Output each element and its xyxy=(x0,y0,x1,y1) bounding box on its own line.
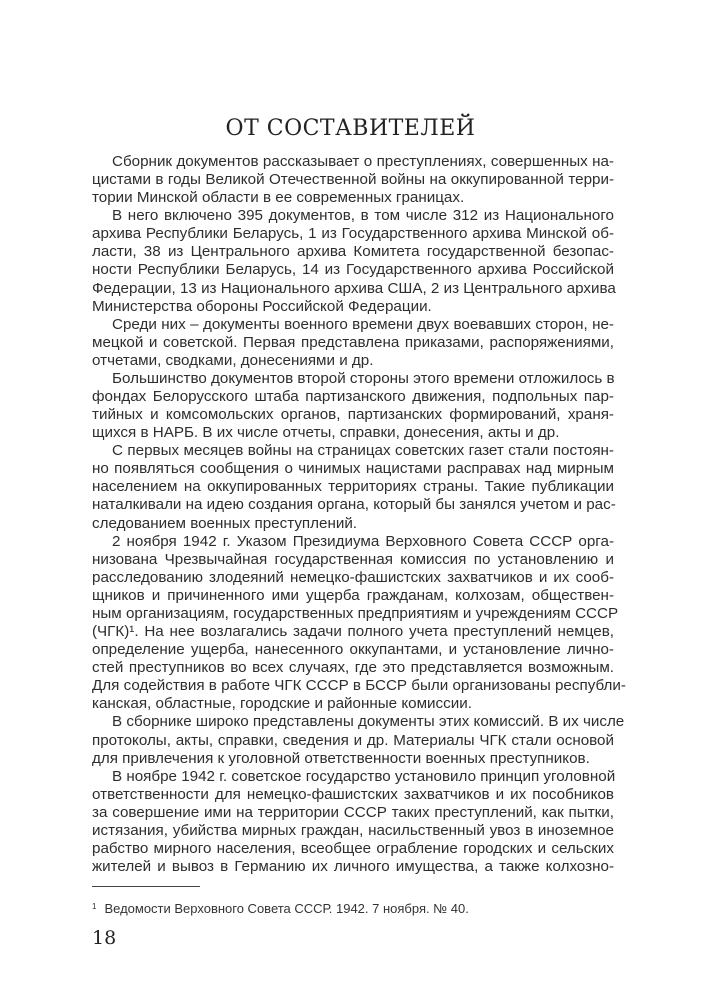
text-line: цистами в годы Великой Отечественной войны на оккупированной терри- xyxy=(92,171,614,189)
text-line: С первых месяцев войны на страницах советских газет стали постоян- xyxy=(112,442,614,460)
text-line: жителей и вывоз в Германию их личного имущества, а также колхозно- xyxy=(92,858,614,876)
text-line: населением на оккупированных территориях страны. Такие публикации xyxy=(92,478,614,496)
text-line: для привлечения к уголовной ответственности военных преступников. xyxy=(92,749,590,767)
text-line: Среди них – документы военного времени двух воевавших сторон, не- xyxy=(112,315,614,333)
text-line: рабство мирного населения, всеобщее ограбление городских и сельских xyxy=(92,839,614,857)
paragraph xyxy=(92,153,614,207)
text-line: ности Республики Беларусь, 14 из Государственного архива Российской xyxy=(92,261,614,279)
text-line: отчетами, сводками, донесениями и др. xyxy=(92,351,374,369)
footnote-mark: 1 xyxy=(92,902,97,911)
text-line: низована Чрезвычайная государственная комиссия по установлению и xyxy=(92,550,614,568)
text-line: определение ущерба, нанесенного оккупантами, и установление лично- xyxy=(92,641,614,659)
text-line: за совершение ими на территории СССР таких преступлений, как пытки, xyxy=(92,803,614,821)
paragraph xyxy=(92,207,614,315)
text-line: (ЧГК)¹. На нее возлагались задачи полного учета преступлений немцев, xyxy=(92,623,614,641)
text-line: Для содействия в работе ЧГК СССР в БССР были организованы республи- xyxy=(92,677,626,695)
text-line: тийных и комсомольских органов, партизанских формирований, храня- xyxy=(92,406,614,424)
text-line: но появляться сообщения о чинимых нацистами расправах над мирным xyxy=(92,460,614,478)
footnote-divider xyxy=(92,886,200,887)
text-line: щников и причиненного ими ущерба гражданам, колхозам, обществен- xyxy=(92,586,614,604)
paragraph xyxy=(92,532,626,714)
text-line: Сборник документов рассказывает о преступлениях, совершенных на- xyxy=(112,153,614,170)
paragraph xyxy=(92,316,614,370)
text-line: истязания, убийства мирных граждан, насильственный увоз в иноземное xyxy=(92,821,614,839)
text-line: 2 ноября 1942 г. Указом Президиума Верховного Совета СССР орга- xyxy=(112,532,614,550)
text-line: наталкивали на идею создания органа, который бы занялся учетом и рас- xyxy=(92,496,616,514)
text-line: В ноябре 1942 г. советское государство установило принцип уголовной xyxy=(112,767,616,785)
text-line: В него включено 395 документов, в том числе 312 из Национального xyxy=(112,207,614,225)
text-line: стей преступников во всех случаях, где это представляется возможным. xyxy=(92,659,614,677)
page-title: ОТ СОСТАВИТЕЛЕЙ xyxy=(225,116,476,141)
text-line: следованием военных преступлений. xyxy=(92,514,358,532)
paragraph xyxy=(92,768,614,876)
paragraph xyxy=(92,442,614,532)
text-line: мецкой и советской. Первая представлена приказами, распоряжениями, xyxy=(92,333,614,351)
body-text xyxy=(92,153,626,876)
text-line: тории Минской области в ее современных границах. xyxy=(92,189,465,207)
text-line: ным организациям, государственных предприятиям и учреждениям СССР xyxy=(92,604,619,622)
footnote xyxy=(92,901,469,916)
text-line: щихся в НАРБ. В их числе отчеты, справки, донесения, акты и др. xyxy=(92,424,560,442)
text-line: архива Республики Беларусь, 1 из Государственного архива Минской об- xyxy=(92,225,614,243)
text-line: фондах Белорусского штаба партизанского движения, подпольных пар- xyxy=(92,388,614,406)
text-line: Министерства обороны Российской Федерации. xyxy=(92,297,432,315)
text-line: Федерации, 13 из Национального архива США, 2 из Центрального архива xyxy=(92,279,616,297)
text-line: протоколы, акты, справки, сведения и др. Материалы ЧГК стали основой xyxy=(92,731,614,749)
text-line: Большинство документов второй стороны этого времени отложилось в xyxy=(112,369,615,387)
text-line: расследованию злодеяний немецко-фашистских захватчиков и их сооб- xyxy=(92,568,614,586)
page-number: 18 xyxy=(92,927,117,949)
paragraph xyxy=(92,370,614,442)
paragraph xyxy=(92,713,625,767)
text-line: канская, областные, городские и районные комиссии. xyxy=(92,695,472,713)
footnote-text: Ведомости Верховного Совета СССР. 1942. 7 ноября. № 40. xyxy=(104,901,469,916)
text-line: ответственности для немецко-фашистских захватчиков и их пособников xyxy=(92,785,614,803)
text-line: ласти, 38 из Центрального архива Комитета государственной безопас- xyxy=(92,243,614,261)
text-line: В сборнике широко представлены документы этих комиссий. В их числе xyxy=(112,713,625,731)
